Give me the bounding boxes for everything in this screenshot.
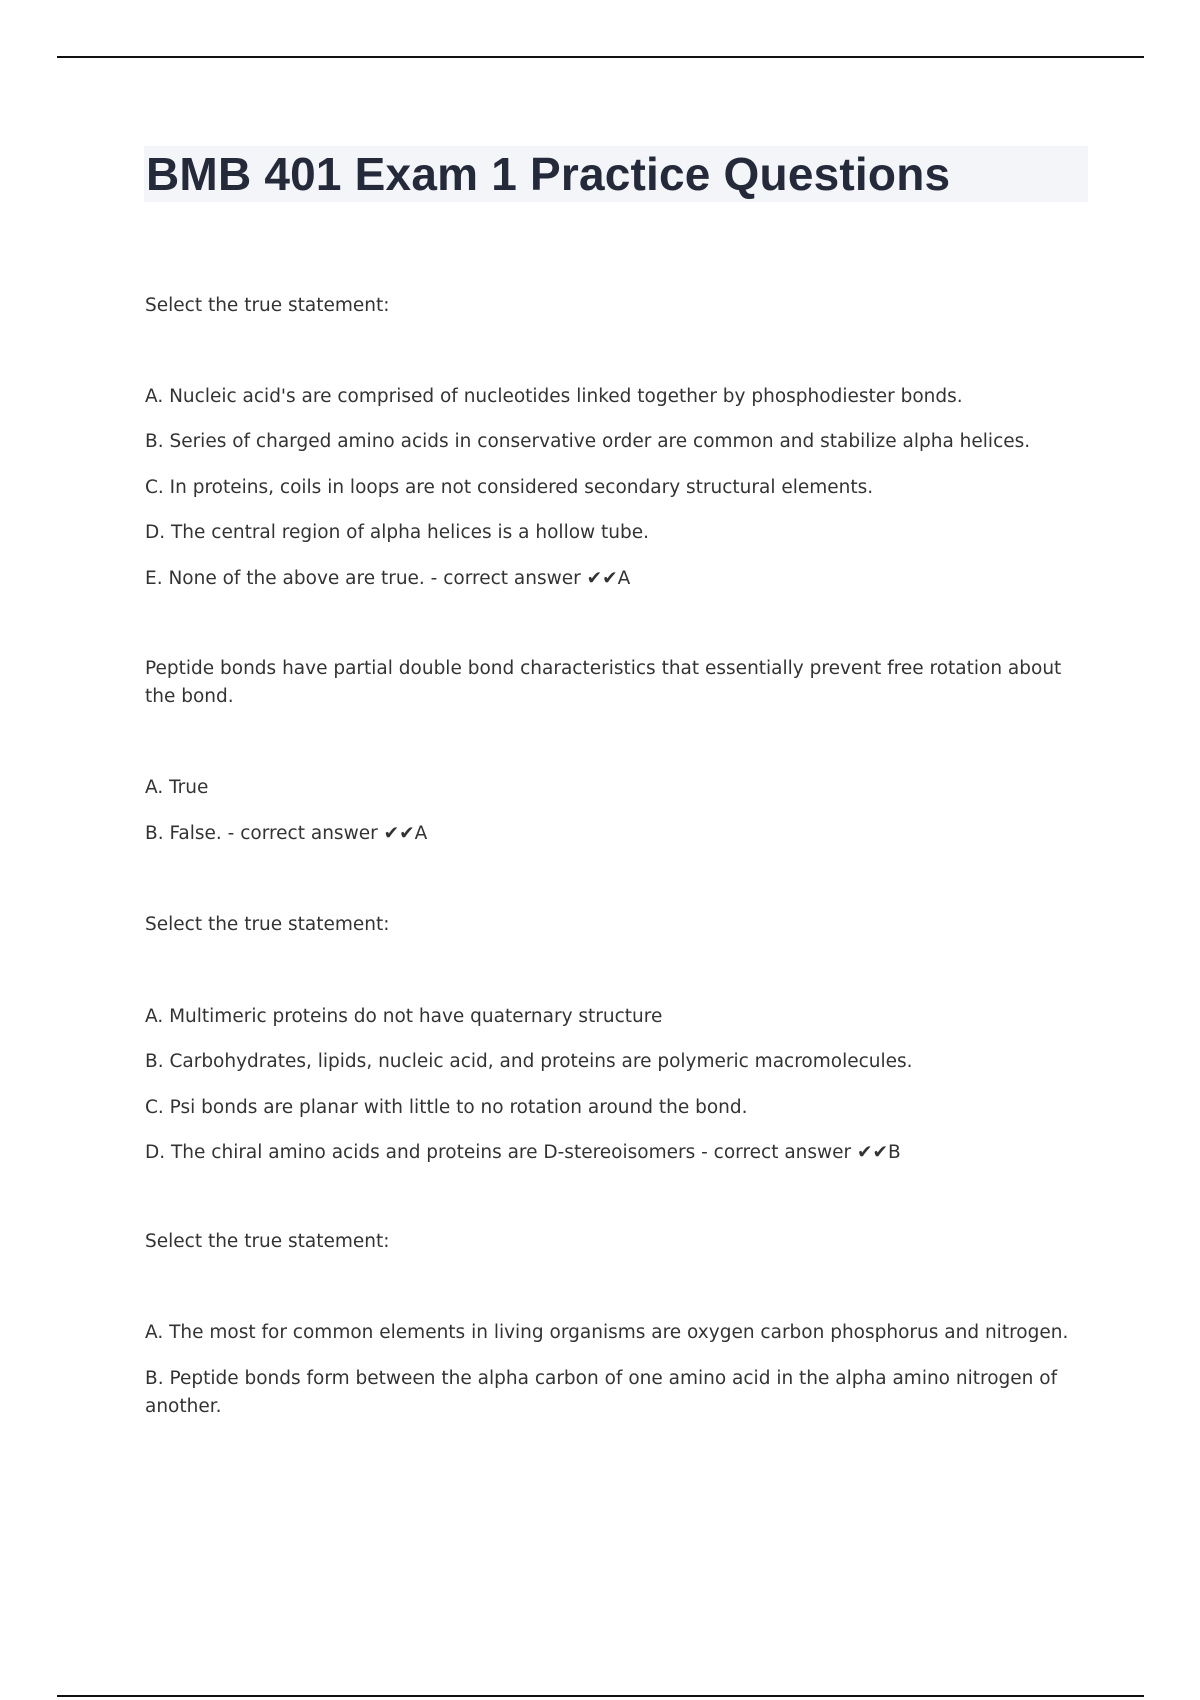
question-2-prompt: Peptide bonds have partial double bond characteristics that essentially prevent free rotation about the bond.	[145, 658, 1062, 707]
question-3-option-a: A. Multimeric proteins do not have quaternary structure	[145, 1006, 663, 1027]
question-3-option-c: C. Psi bonds are planar with little to no rotation around the bond.	[145, 1097, 748, 1118]
page-title: BMB 401 Exam 1 Practice Questions	[146, 148, 951, 200]
question-3-prompt: Select the true statement:	[145, 914, 390, 935]
question-1-option-a: A. Nucleic acid's are comprised of nucleotides linked together by phosphodiester bonds.	[145, 386, 963, 407]
question-1-option-e: E. None of the above are true. - correct answer ✔✔A	[145, 568, 631, 589]
question-3-option-d: D. The chiral amino acids and proteins are D-stereoisomers - correct answer ✔✔B	[145, 1142, 901, 1163]
question-3-option-b: B. Carbohydrates, lipids, nucleic acid, and proteins are polymeric macromolecules.	[145, 1051, 913, 1072]
question-1-option-c: C. In proteins, coils in loops are not considered secondary structural elements.	[145, 477, 874, 498]
question-4-prompt: Select the true statement:	[145, 1231, 390, 1252]
top-rule	[57, 56, 1144, 58]
question-1-prompt: Select the true statement:	[145, 295, 390, 316]
question-4-option-b: B. Peptide bonds form between the alpha carbon of one amino acid in the alpha amino nitrogen of another.	[145, 1368, 1058, 1417]
bottom-rule	[57, 1695, 1144, 1697]
question-1-option-d: D. The central region of alpha helices is a hollow tube.	[145, 522, 650, 543]
question-4-option-a: A. The most for common elements in living organisms are oxygen carbon phosphorus and nitrogen.	[145, 1322, 1069, 1343]
question-2-option-b: B. False. - correct answer ✔✔A	[145, 823, 428, 844]
question-1-option-b: B. Series of charged amino acids in conservative order are common and stabilize alpha helices.	[145, 431, 1031, 452]
question-2-option-a: A. True	[145, 777, 209, 798]
